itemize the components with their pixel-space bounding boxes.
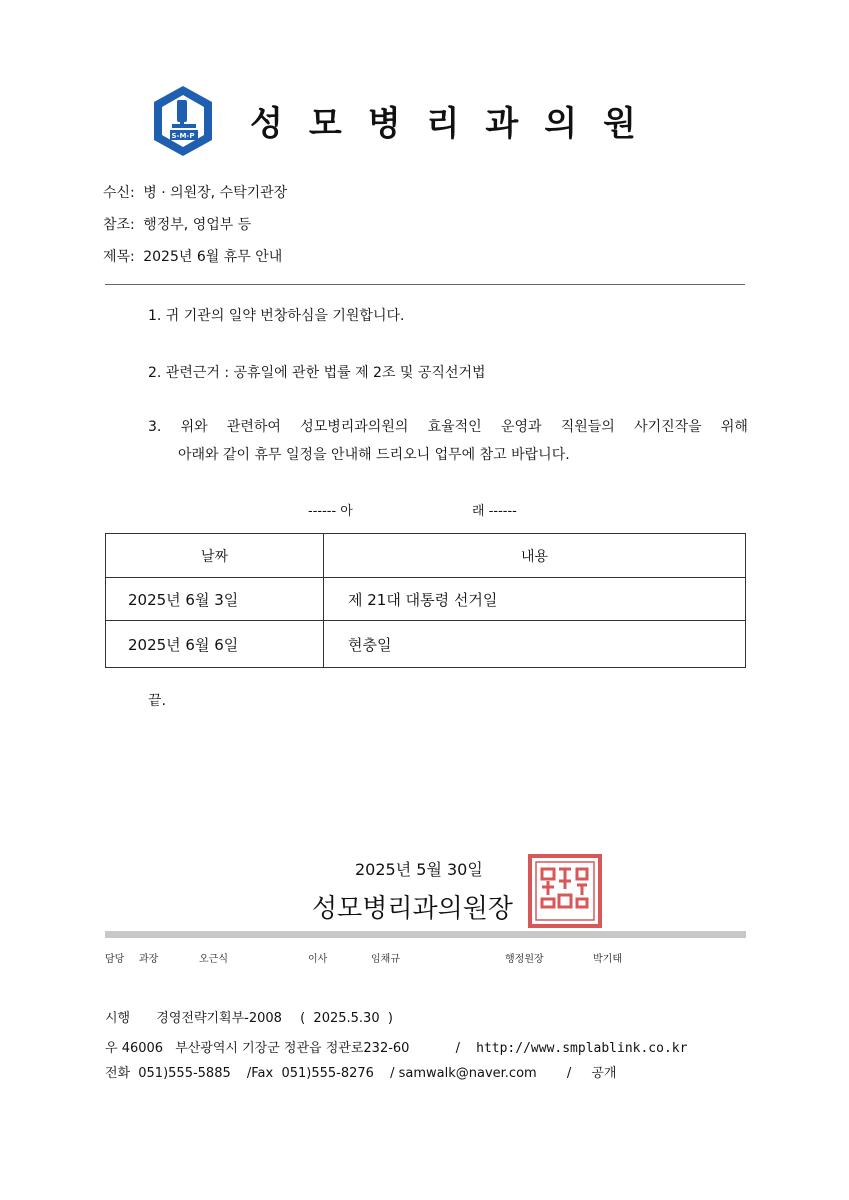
- phone-number: 051)555-5885: [138, 1066, 231, 1081]
- paragraph-3-line-1: [148, 418, 748, 436]
- cell-content: 제 21대 대통령 선거일: [324, 578, 746, 621]
- notice-heading-right: 래 ------: [472, 504, 517, 519]
- clinic-logo: [150, 84, 216, 158]
- logo-text: S-M-P: [171, 132, 195, 140]
- holiday-table: [105, 533, 746, 668]
- email-link[interactable]: / samwalk@naver.com: [390, 1066, 537, 1081]
- enforcement-label: 시행: [105, 1011, 131, 1026]
- p3-word: 위해: [720, 419, 748, 435]
- enforcement-line: [105, 1007, 393, 1026]
- p3-word: 효율적인: [427, 419, 482, 435]
- issue-date: 2025년 5월 30일: [355, 860, 483, 879]
- recipient-label: 수신:: [103, 185, 135, 201]
- approval-name-1: 오근식: [199, 954, 228, 965]
- approval-role-3: 행정원장: [505, 954, 544, 965]
- separator: /: [455, 1041, 460, 1056]
- seal-icon: [527, 853, 603, 929]
- p3-word: 성모병리과의원의: [300, 419, 409, 435]
- header-divider: [105, 284, 745, 285]
- subject-label: 제목:: [103, 249, 135, 265]
- reference-value: 행정부, 영업부 등: [143, 217, 252, 233]
- cell-date: 2025년 6월 3일: [106, 578, 324, 621]
- contact-line: [105, 1062, 617, 1081]
- p3-word: 3.: [148, 419, 162, 435]
- approval-name-2: 임채규: [371, 954, 400, 965]
- notice-heading-left: ------ 아: [308, 504, 353, 519]
- end-mark: 끝.: [148, 693, 166, 709]
- table-header-row: [106, 534, 746, 578]
- signatory-name: 성모병리과의원장: [312, 894, 513, 924]
- approval-name-3: 박기태: [593, 954, 622, 965]
- approval-bar: [105, 931, 746, 938]
- enforcement-value: 경영전략기획부-2008: [156, 1011, 282, 1026]
- postal-code: 우 46006: [105, 1041, 164, 1056]
- paragraph-1: 1. 귀 기관의 일약 번창하심을 기원합니다.: [148, 308, 405, 324]
- table-row: [106, 621, 746, 668]
- approval-label: 담당: [105, 954, 125, 965]
- page-title: 성모병리과의원: [250, 104, 662, 144]
- microscope-logo-icon: [150, 84, 216, 158]
- approval-role-1: 과장: [139, 954, 159, 965]
- p3-word: 직원들의: [560, 419, 615, 435]
- cell-date: 2025년 6월 6일: [106, 621, 324, 668]
- subject-value: 2025년 6월 휴무 안내: [143, 249, 283, 265]
- recipient-line: [103, 182, 287, 202]
- paragraph-3: [148, 418, 748, 464]
- p3-word: 위와: [180, 419, 208, 435]
- column-header-date: 날짜: [106, 534, 324, 578]
- reference-label: 참조:: [103, 217, 135, 233]
- separator: /: [566, 1066, 572, 1081]
- p3-word: 사기진작을: [634, 419, 702, 435]
- recipient-value: 병 · 의원장, 수탁기관장: [143, 185, 288, 201]
- disclosure-status: 공개: [591, 1066, 617, 1081]
- p3-word: 관련하여: [226, 419, 281, 435]
- column-header-content: 내용: [324, 534, 746, 578]
- phone-label: 전화: [105, 1066, 131, 1081]
- reference-line: [103, 214, 251, 234]
- address: 부산광역시 기장군 정관읍 정관로232-60: [175, 1041, 410, 1056]
- paragraph-2: 2. 관련근거 : 공휴일에 관한 법률 제 2조 및 공직선거법: [148, 365, 486, 381]
- cell-content: 현충일: [324, 621, 746, 668]
- table-row: [106, 578, 746, 621]
- paragraph-3-line-2: 아래와 같이 휴무 일정을 안내해 드리오니 업무에 참고 바랍니다.: [178, 447, 570, 463]
- address-line: [105, 1037, 687, 1056]
- approval-role-2: 이사: [308, 954, 328, 965]
- enforcement-date: ( 2025.5.30 ): [300, 1011, 393, 1026]
- p3-word: 운영과: [500, 419, 542, 435]
- subject-line: [103, 246, 282, 266]
- official-seal-stamp: [527, 853, 603, 929]
- fax-number: /Fax 051)555-8276: [246, 1066, 374, 1081]
- website-link[interactable]: http://www.smplablink.co.kr: [476, 1041, 688, 1056]
